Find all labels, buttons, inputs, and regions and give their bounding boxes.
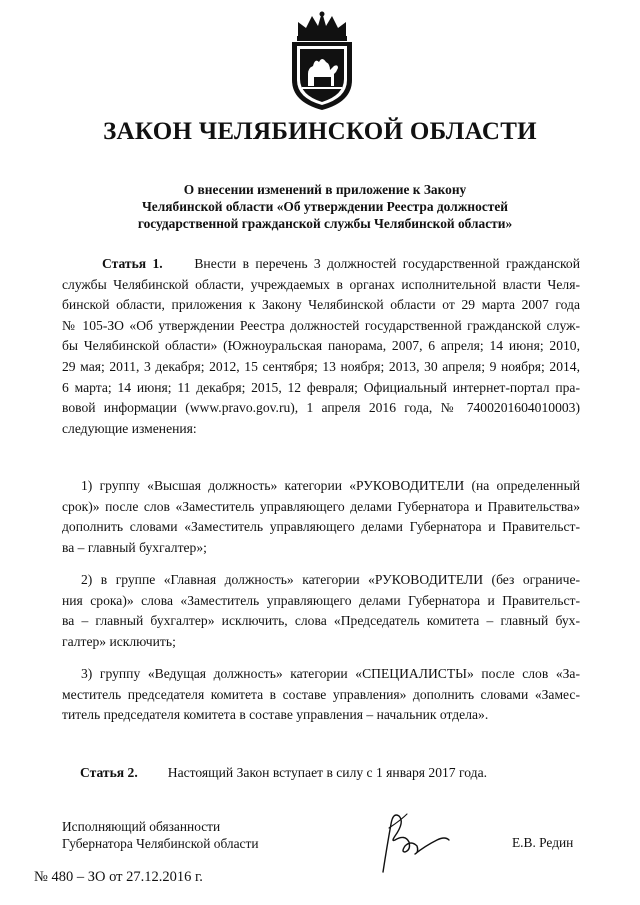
article-1-line: 6 марта; 14 июня; 11 декабря; 2015, 12 февраля; Официальный интернет-портал пра-	[62, 379, 580, 395]
signatory-position-line: Губернатора Челябинской области	[62, 836, 259, 851]
signatory-position-line: Исполняющий обязанности	[62, 819, 221, 834]
item-3-line: 3) группу «Ведущая должность» категории «СПЕЦИАЛИСТЫ» после слов «За-	[81, 666, 580, 681]
article-1-line: № 105-ЗО «Об утверждении Реестра должностей государственной гражданской служ-	[62, 317, 580, 333]
law-number-date: № 480 – ЗО от 27.12.2016 г.	[34, 869, 203, 885]
item-3-line: меститель председателя комитета в составе управления» дополнить словами «Замес-	[62, 686, 580, 702]
amendment-item-3	[62, 664, 580, 726]
subtitle-line: государственной гражданской службы Челябинской области»	[137, 216, 513, 231]
item-2-line: ния срока)» слова «Заместитель управляющего делами Губернатора и Правительст-	[62, 592, 580, 608]
article-1-line: вовой информации (www.pravo.gov.ru), 1 апреля 2016 года, № 7400201604010003)	[62, 400, 580, 416]
article-2	[80, 765, 487, 781]
article-1-label: Статья 1.	[102, 256, 163, 271]
coat-of-arms-icon	[284, 8, 360, 112]
item-1-line: дополнить словами «Заместитель управляющего делами Губернатора и Правительст-	[62, 519, 580, 535]
subtitle-line: Челябинской области «Об утверждении Реестра должностей	[141, 199, 509, 214]
law-title: ЗАКОН ЧЕЛЯБИНСКОЙ ОБЛАСТИ	[103, 118, 537, 145]
article-1-line: следующие изменения:	[62, 420, 197, 436]
law-subtitle	[90, 181, 560, 232]
handwritten-signature	[365, 806, 455, 876]
item-1-line: ва – главный бухгалтер»;	[62, 539, 207, 555]
article-1-line: бинской области, приложения к Закону Челябинской области от 29 марта 2007 года	[62, 297, 580, 313]
article-1-line: бы Челябинской области» (Южноуральская панорама, 2007, 6 апреля; 14 июня; 2010,	[62, 338, 580, 354]
subtitle-line: О внесении изменений в приложение к Закону	[183, 182, 467, 197]
article-1-line: службы Челябинской области, учреждаемых в органах исполнительной власти Челя-	[62, 276, 580, 292]
item-1-line: срок)» после слов «Заместитель управляющего делами Губернатора и Правительства»	[62, 498, 580, 514]
signatory-position	[62, 818, 259, 852]
item-2-line: галтер» исключить;	[62, 633, 176, 649]
article-2-text: Настоящий Закон вступает в силу с 1 января 2017 года.	[167, 765, 487, 780]
article-2-label: Статья 2.	[80, 765, 138, 780]
article-1-first-line: Статья 1. Внести в перечень 3 должностей государственной гражданской	[102, 256, 581, 271]
article-1-line: 29 мая; 2011, 3 декабря; 2012, 15 сентября; 13 ноября; 2013, 30 апреля; 9 ноября; 2014,	[62, 358, 580, 374]
item-3-line: титель председателя комитета в составе управления – начальник отдела».	[62, 707, 489, 723]
signatory-name: Е.В. Редин	[512, 835, 574, 850]
amendment-item-1	[62, 476, 580, 558]
item-2-line: 2) в группе «Главная должность» категории «РУКОВОДИТЕЛИ (без ограниче-	[81, 572, 580, 587]
amendment-item-2	[62, 570, 580, 652]
article-1	[62, 254, 580, 439]
item-2-line: ва – главный бухгалтер» исключить, слова «Председатель комитета – главный бух-	[62, 613, 580, 629]
item-1-line: 1) группу «Высшая должность» категории «РУКОВОДИТЕЛИ (на определенный	[81, 478, 580, 493]
